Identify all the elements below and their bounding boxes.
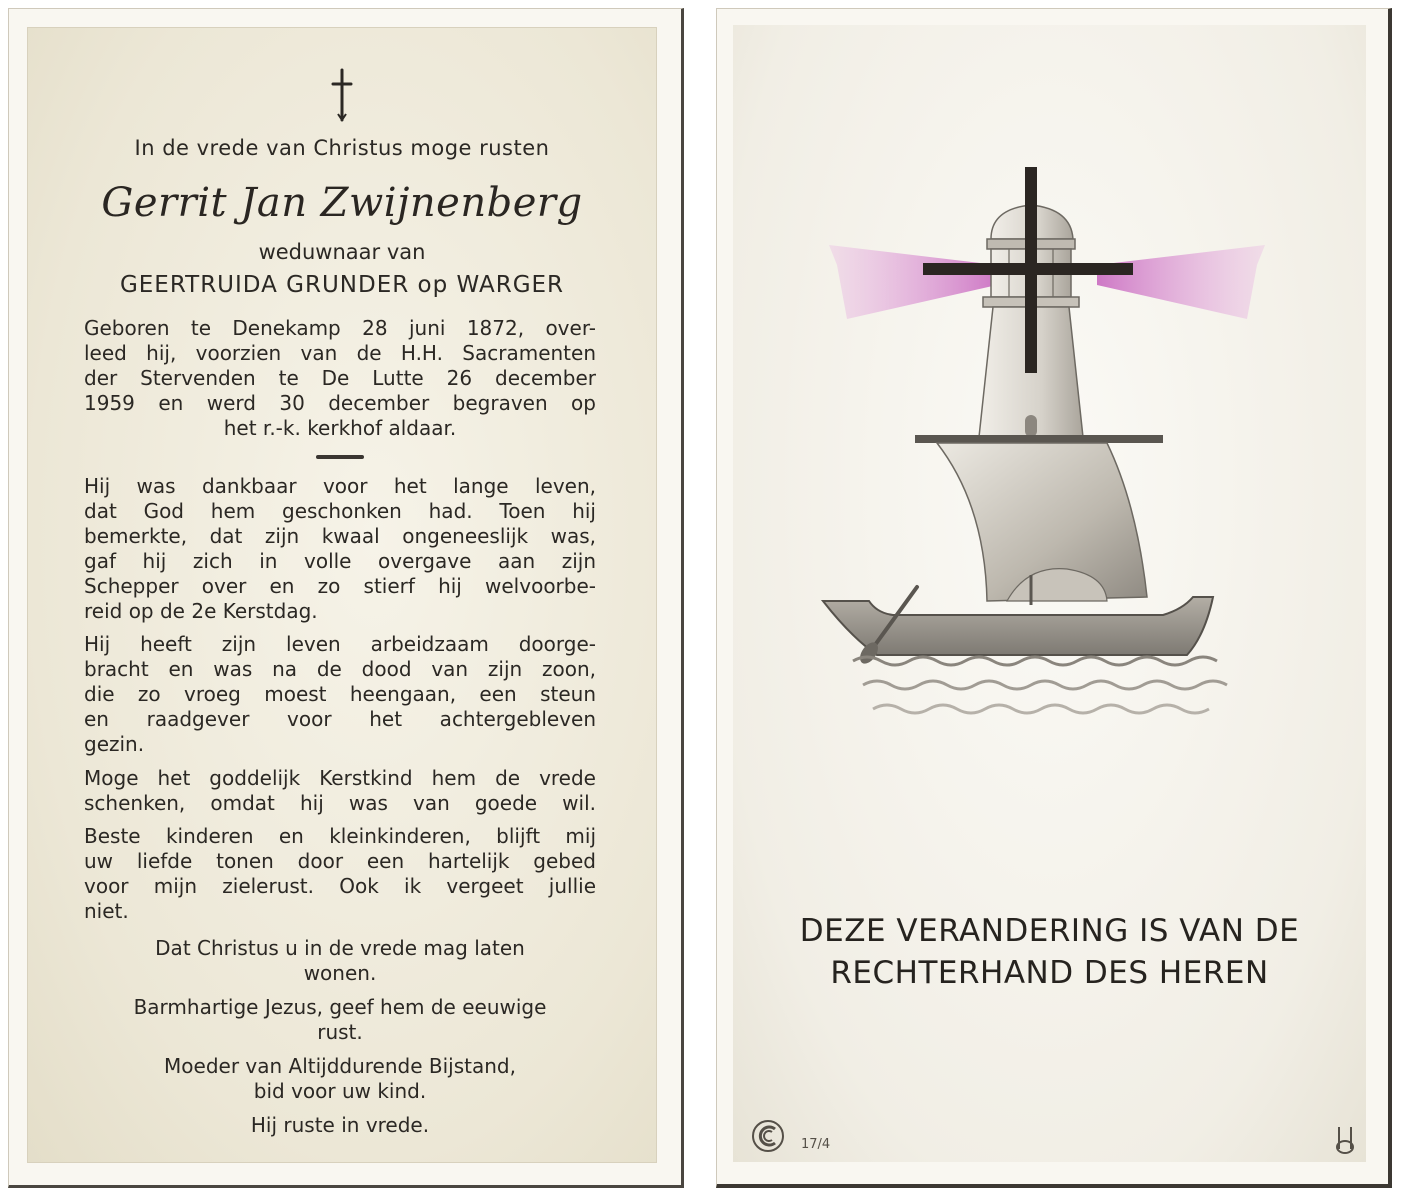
- prayer-line: Moeder van Altijddurende Bijstand,: [164, 1054, 516, 1078]
- closing-line: Hij ruste in vrede.: [250, 1113, 430, 1137]
- paragraph-line: uw liefde tonen door een hartelijk gebed: [84, 849, 596, 873]
- cross-icon: [330, 68, 354, 122]
- picture-panel: [733, 25, 1366, 1162]
- bio-line: leed hij, voorzien van de H.H. Sacramenten: [84, 341, 596, 365]
- paragraph-line: Beste kinderen en kleinkinderen, blijft mij: [84, 824, 596, 848]
- motto-line: DEZE VERANDERING IS VAN DE: [799, 913, 1300, 949]
- prayer-line: bid voor uw kind.: [253, 1079, 427, 1103]
- paragraph-line: die zo vroeg moest heengaan, een steun: [84, 682, 596, 706]
- paragraph-line: bracht en was na de dood van zijn zoon,: [84, 657, 596, 681]
- prayer-line: Dat Christus u in de vrede mag laten: [155, 936, 525, 960]
- paragraph-line: gezin.: [84, 732, 145, 756]
- paragraph-line: schenken, omdat hij was van goede wil.: [84, 791, 596, 815]
- paragraph-line: bemerkte, dat zijn kwaal ongeneeslijk was,: [84, 524, 596, 548]
- paragraph-line: voor mijn zielerust. Ook ik vergeet jullie: [84, 874, 596, 898]
- paragraph-line: niet.: [84, 899, 129, 923]
- publisher-logo-icon: [751, 1119, 785, 1153]
- paragraph-line: reid op de 2e Kerstdag.: [84, 599, 318, 623]
- spouse-name: GEERTRUIDA GRUNDER op WARGER: [119, 272, 565, 298]
- paragraph-line: en raadgever voor het achtergebleven: [84, 707, 596, 731]
- paragraph-line: gaf hij zich in volle overgave aan zijn: [84, 549, 596, 573]
- paragraph-line: Schepper over en zo stierf hij welvoorbe-: [84, 574, 596, 598]
- artist-monogram-icon: [1333, 1125, 1357, 1155]
- paragraph-line: Hij heeft zijn leven arbeidzaam doorge-: [84, 632, 596, 656]
- prayer-line: wonen.: [303, 961, 377, 985]
- text-panel: [27, 27, 657, 1163]
- bio-line: het r.-k. kerkhof aldaar.: [223, 416, 457, 440]
- lighthouse-cross-ship-icon: [817, 165, 1277, 745]
- memorial-card-picture-side: [716, 8, 1392, 1188]
- deceased-name: Gerrit Jan Zwijnenberg: [101, 180, 583, 226]
- memorial-card-text-side: [8, 8, 684, 1188]
- paragraph-line: dat God hem geschonken had. Toen hij: [84, 499, 596, 523]
- motto-text: [763, 910, 1336, 994]
- bio-line: Geboren te Denekamp 28 juni 1872, over-: [84, 316, 596, 340]
- bio-line: der Stervenden te De Lutte 26 december: [84, 366, 596, 390]
- widower-label: weduwnaar van: [258, 240, 426, 264]
- paragraph-line: Hij was dankbaar voor het lange leven,: [84, 474, 596, 498]
- paragraph-line: Moge het goddelijk Kerstkind hem de vrede: [84, 766, 596, 790]
- intro-line: In de vrede van Christus moge rusten: [134, 136, 550, 160]
- divider: [316, 455, 364, 459]
- bio-line: 1959 en werd 30 december begraven op: [84, 391, 596, 415]
- print-code: 17/4: [801, 1137, 831, 1152]
- prayer-line: rust.: [317, 1020, 363, 1044]
- motto-line: RECHTERHAND DES HEREN: [830, 955, 1269, 991]
- prayer-line: Barmhartige Jezus, geef hem de eeuwige: [133, 995, 547, 1019]
